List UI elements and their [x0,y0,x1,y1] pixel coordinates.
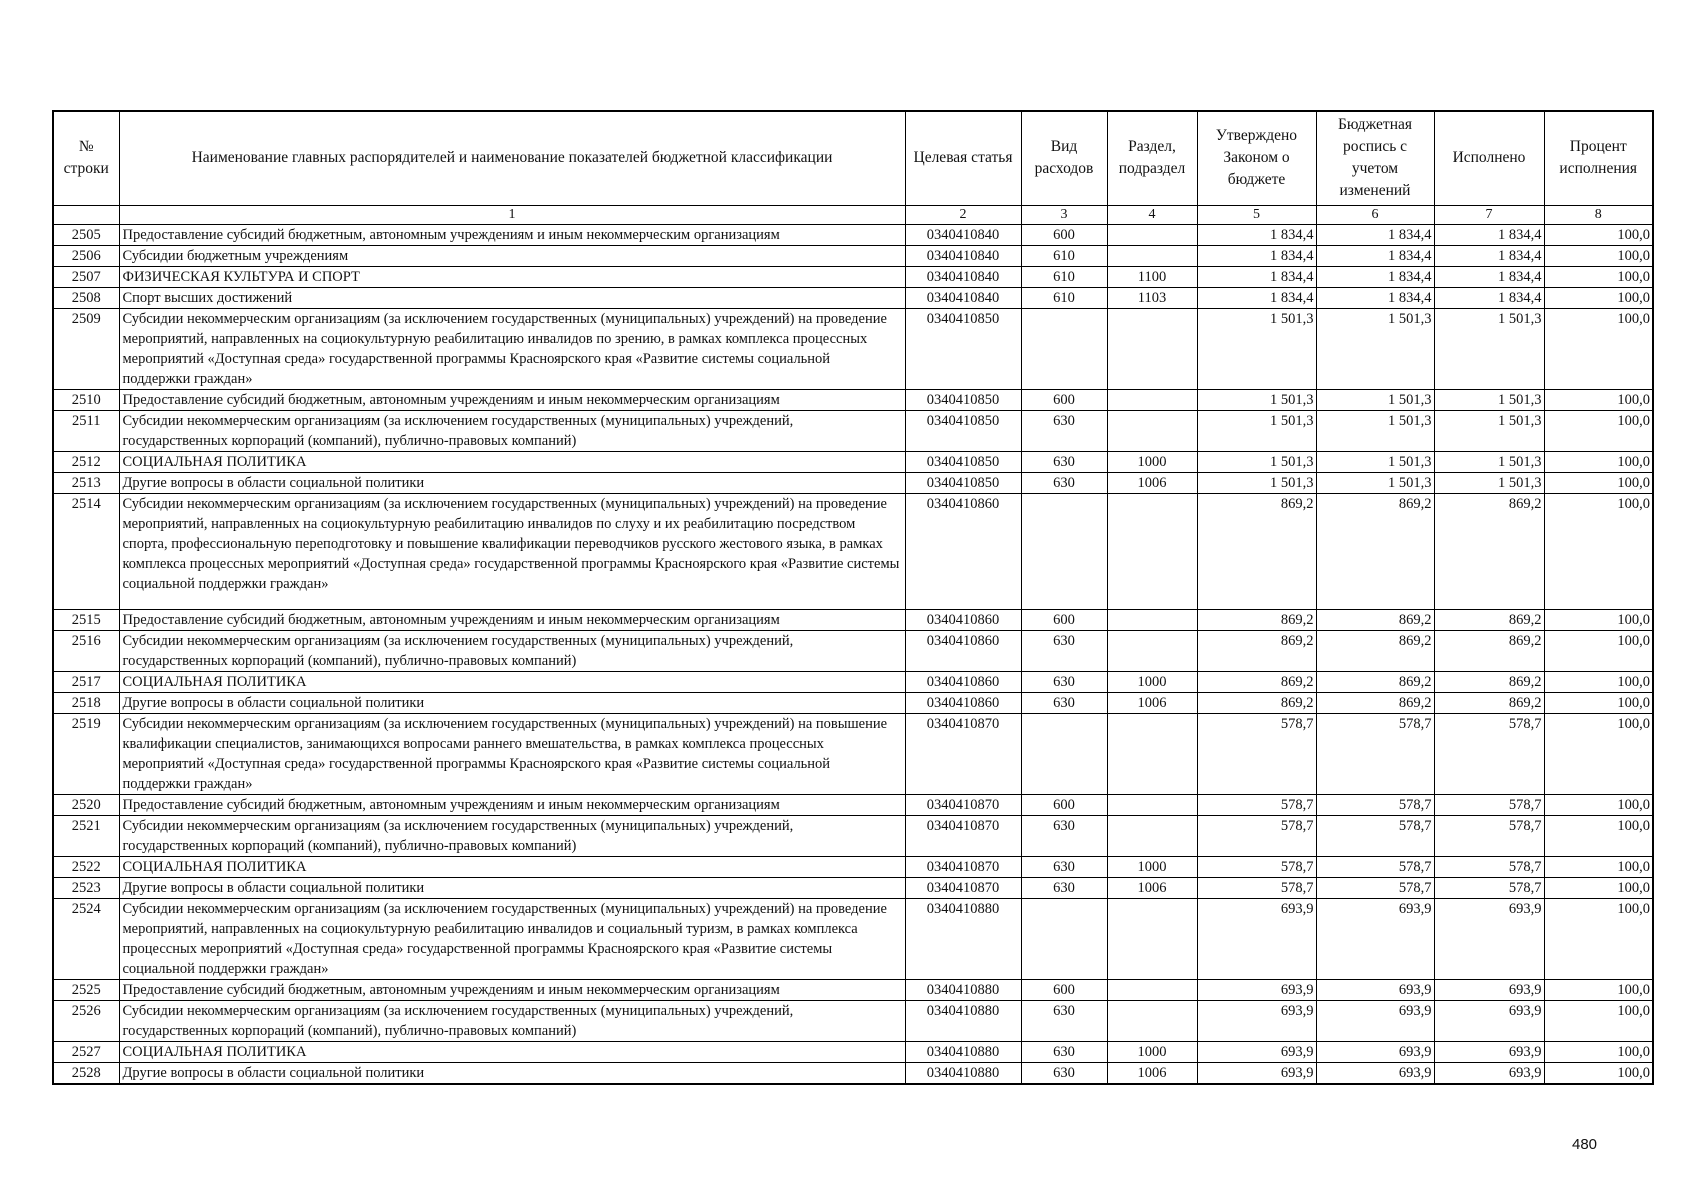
expense-type-cell: 630 [1021,451,1107,472]
row-number-cell: 2508 [53,287,119,308]
row-name-cell: Предоставление субсидий бюджетным, автономным учреждениям и иным некоммерческим организациям [119,609,905,630]
table-row [53,856,1653,877]
target-article-cell: 0340410880 [905,1041,1021,1062]
row-number-cell: 2509 [53,308,119,389]
approved-amount-cell: 869,2 [1197,692,1316,713]
target-article-cell: 0340410860 [905,609,1021,630]
executed-amount-cell: 693,9 [1434,1062,1544,1084]
percent-cell: 100,0 [1544,1041,1653,1062]
row-name-cell: Субсидии бюджетным учреждениям [119,245,905,266]
row-name-cell: Субсидии некоммерческим организациям (за исключением государственных (муниципальных) учреждений, государственных корпораций (компаний), публично-правовых компаний) [119,410,905,451]
approved-amount-cell: 693,9 [1197,898,1316,979]
executed-amount-cell: 869,2 [1434,692,1544,713]
executed-amount-cell: 693,9 [1434,1041,1544,1062]
approved-amount-cell: 869,2 [1197,493,1316,609]
expense-type-cell: 610 [1021,287,1107,308]
expense-type-cell: 600 [1021,389,1107,410]
budget-schedule-cell: 869,2 [1316,671,1434,692]
executed-amount-cell: 869,2 [1434,493,1544,609]
approved-amount-cell: 1 501,3 [1197,389,1316,410]
section-cell [1107,609,1197,630]
column-number: 1 [119,205,905,224]
budget-schedule-cell: 1 501,3 [1316,472,1434,493]
approved-amount-cell: 1 834,4 [1197,287,1316,308]
executed-amount-cell: 1 834,4 [1434,245,1544,266]
table-row [53,692,1653,713]
percent-cell: 100,0 [1544,856,1653,877]
approved-amount-cell: 1 501,3 [1197,308,1316,389]
percent-cell: 100,0 [1544,979,1653,1000]
table-row [53,287,1653,308]
table-row [53,410,1653,451]
executed-amount-cell: 693,9 [1434,1000,1544,1041]
target-article-cell: 0340410860 [905,692,1021,713]
row-number-cell: 2528 [53,1062,119,1084]
target-article-cell: 0340410870 [905,815,1021,856]
section-cell [1107,1000,1197,1041]
budget-schedule-cell: 1 834,4 [1316,266,1434,287]
section-cell: 1100 [1107,266,1197,287]
executed-amount-cell: 869,2 [1434,671,1544,692]
executed-amount-cell: 869,2 [1434,609,1544,630]
executed-amount-cell: 578,7 [1434,794,1544,815]
column-header-target-article: Целевая статья [905,111,1021,205]
row-name-cell: Предоставление субсидий бюджетным, автономным учреждениям и иным некоммерческим организациям [119,224,905,245]
budget-schedule-cell: 693,9 [1316,898,1434,979]
percent-cell: 100,0 [1544,224,1653,245]
percent-cell: 100,0 [1544,493,1653,609]
target-article-cell: 0340410860 [905,630,1021,671]
section-cell [1107,898,1197,979]
section-cell: 1000 [1107,856,1197,877]
percent-cell: 100,0 [1544,898,1653,979]
percent-cell: 100,0 [1544,713,1653,794]
expense-type-cell: 610 [1021,266,1107,287]
approved-amount-cell: 578,7 [1197,856,1316,877]
table-row [53,898,1653,979]
table-row [53,877,1653,898]
expense-type-cell: 630 [1021,630,1107,671]
percent-cell: 100,0 [1544,308,1653,389]
executed-amount-cell: 578,7 [1434,877,1544,898]
row-number-cell: 2512 [53,451,119,472]
executed-amount-cell: 1 834,4 [1434,224,1544,245]
executed-amount-cell: 1 834,4 [1434,287,1544,308]
column-header-expense-type: Вид расходов [1021,111,1107,205]
target-article-cell: 0340410850 [905,389,1021,410]
expense-type-cell: 630 [1021,815,1107,856]
row-number-cell: 2525 [53,979,119,1000]
row-name-cell: Спорт высших достижений [119,287,905,308]
column-number: 7 [1434,205,1544,224]
expense-type-cell: 630 [1021,671,1107,692]
budget-schedule-cell: 578,7 [1316,713,1434,794]
column-header-percent: Процент исполнения [1544,111,1653,205]
table-row [53,671,1653,692]
budget-schedule-cell: 1 501,3 [1316,389,1434,410]
table-row [53,815,1653,856]
approved-amount-cell: 693,9 [1197,1000,1316,1041]
target-article-cell: 0340410850 [905,472,1021,493]
budget-schedule-cell: 869,2 [1316,609,1434,630]
column-number-row [53,205,1653,224]
executed-amount-cell: 869,2 [1434,630,1544,671]
budget-schedule-cell: 578,7 [1316,856,1434,877]
approved-amount-cell: 1 501,3 [1197,451,1316,472]
row-name-cell: СОЦИАЛЬНАЯ ПОЛИТИКА [119,451,905,472]
percent-cell: 100,0 [1544,794,1653,815]
column-number: 6 [1316,205,1434,224]
row-number-cell: 2520 [53,794,119,815]
target-article-cell: 0340410850 [905,308,1021,389]
approved-amount-cell: 1 501,3 [1197,472,1316,493]
expense-type-cell: 630 [1021,1062,1107,1084]
approved-amount-cell: 693,9 [1197,1041,1316,1062]
column-header-name: Наименование главных распорядителей и наименование показателей бюджетной классификации [119,111,905,205]
approved-amount-cell: 1 501,3 [1197,410,1316,451]
row-name-cell: Субсидии некоммерческим организациям (за исключением государственных (муниципальных) учреждений, государственных корпораций (компаний), публично-правовых компаний) [119,815,905,856]
target-article-cell: 0340410880 [905,898,1021,979]
table-row [53,308,1653,389]
section-cell: 1000 [1107,451,1197,472]
row-name-cell: СОЦИАЛЬНАЯ ПОЛИТИКА [119,671,905,692]
row-name-cell: Другие вопросы в области социальной политики [119,1062,905,1084]
percent-cell: 100,0 [1544,671,1653,692]
column-header-budget-schedule: Бюджетная роспись с учетом изменений [1316,111,1434,205]
budget-schedule-cell: 869,2 [1316,493,1434,609]
expense-type-cell: 630 [1021,472,1107,493]
approved-amount-cell: 693,9 [1197,979,1316,1000]
budget-schedule-cell: 578,7 [1316,794,1434,815]
row-number-cell: 2527 [53,1041,119,1062]
header-row [53,111,1653,205]
row-name-cell: Другие вопросы в области социальной политики [119,877,905,898]
approved-amount-cell: 869,2 [1197,630,1316,671]
executed-amount-cell: 1 501,3 [1434,389,1544,410]
percent-cell: 100,0 [1544,630,1653,671]
table-row [53,1041,1653,1062]
expense-type-cell: 610 [1021,245,1107,266]
row-number-cell: 2521 [53,815,119,856]
percent-cell: 100,0 [1544,245,1653,266]
expense-type-cell: 630 [1021,1000,1107,1041]
row-name-cell: ФИЗИЧЕСКАЯ КУЛЬТУРА И СПОРТ [119,266,905,287]
target-article-cell: 0340410840 [905,224,1021,245]
table-body [53,224,1653,1084]
budget-schedule-cell: 1 501,3 [1316,451,1434,472]
budget-schedule-cell: 1 834,4 [1316,287,1434,308]
expense-type-cell: 630 [1021,410,1107,451]
table-row [53,266,1653,287]
row-number-cell: 2523 [53,877,119,898]
table-row [53,493,1653,609]
table-row [53,245,1653,266]
budget-schedule-cell: 1 834,4 [1316,245,1434,266]
target-article-cell: 0340410840 [905,245,1021,266]
section-cell [1107,713,1197,794]
expense-type-cell: 600 [1021,224,1107,245]
budget-schedule-cell: 578,7 [1316,815,1434,856]
row-number-cell: 2507 [53,266,119,287]
expense-type-cell: 600 [1021,794,1107,815]
expense-type-cell: 600 [1021,609,1107,630]
section-cell: 1000 [1107,1041,1197,1062]
table-row [53,389,1653,410]
budget-schedule-cell: 693,9 [1316,1000,1434,1041]
section-cell [1107,794,1197,815]
target-article-cell: 0340410880 [905,1000,1021,1041]
target-article-cell: 0340410870 [905,877,1021,898]
executed-amount-cell: 693,9 [1434,898,1544,979]
executed-amount-cell: 1 501,3 [1434,410,1544,451]
table-row [53,979,1653,1000]
row-name-cell: Предоставление субсидий бюджетным, автономным учреждениям и иным некоммерческим организациям [119,389,905,410]
approved-amount-cell: 1 834,4 [1197,224,1316,245]
target-article-cell: 0340410840 [905,287,1021,308]
executed-amount-cell: 1 501,3 [1434,451,1544,472]
section-cell [1107,245,1197,266]
percent-cell: 100,0 [1544,692,1653,713]
row-name-cell: СОЦИАЛЬНАЯ ПОЛИТИКА [119,1041,905,1062]
column-header-approved: Утверждено Законом о бюджете [1197,111,1316,205]
target-article-cell: 0340410880 [905,1062,1021,1084]
row-name-cell: Субсидии некоммерческим организациям (за исключением государственных (муниципальных) учреждений) на проведение мероприятий, направленных на социокультурную реабилитацию инвалидов по слуху и их реабилитацию посредством спорта, профессиональную переподготовку и повышение квалификации переводчиков русского жестового языка, в рамках комплекса процессных мероприятий «Доступная среда» государственной программы Красноярского края «Развитие системы социальной поддержки граждан» [119,493,905,609]
section-cell [1107,410,1197,451]
approved-amount-cell: 869,2 [1197,609,1316,630]
section-cell [1107,308,1197,389]
target-article-cell: 0340410840 [905,266,1021,287]
row-name-cell: Субсидии некоммерческим организациям (за исключением государственных (муниципальных) учреждений, государственных корпораций (компаний), публично-правовых компаний) [119,630,905,671]
column-number: 5 [1197,205,1316,224]
expense-type-cell: 630 [1021,856,1107,877]
row-name-cell: Другие вопросы в области социальной политики [119,692,905,713]
percent-cell: 100,0 [1544,266,1653,287]
executed-amount-cell: 578,7 [1434,713,1544,794]
column-number: 3 [1021,205,1107,224]
row-name-cell: Субсидии некоммерческим организациям (за исключением государственных (муниципальных) учреждений, государственных корпораций (компаний), публично-правовых компаний) [119,1000,905,1041]
executed-amount-cell: 578,7 [1434,856,1544,877]
expense-type-cell: 630 [1021,692,1107,713]
row-name-cell: Субсидии некоммерческим организациям (за исключением государственных (муниципальных) учреждений) на проведение мероприятий, направленных на социокультурную реабилитацию инвалидов и социальный туризм, в рамках комплекса процессных мероприятий «Доступная среда» государственной программы Красноярского края «Развитие системы социальной поддержки граждан» [119,898,905,979]
percent-cell: 100,0 [1544,877,1653,898]
column-number: 4 [1107,205,1197,224]
section-cell: 1103 [1107,287,1197,308]
row-number-cell: 2505 [53,224,119,245]
executed-amount-cell: 693,9 [1434,979,1544,1000]
row-name-cell: Предоставление субсидий бюджетным, автономным учреждениям и иным некоммерческим организациям [119,794,905,815]
percent-cell: 100,0 [1544,451,1653,472]
row-name-cell: Предоставление субсидий бюджетным, автономным учреждениям и иным некоммерческим организациям [119,979,905,1000]
budget-schedule-cell: 1 501,3 [1316,308,1434,389]
row-number-cell: 2519 [53,713,119,794]
column-number [53,205,119,224]
column-header-row-number: № строки [53,111,119,205]
row-name-cell: СОЦИАЛЬНАЯ ПОЛИТИКА [119,856,905,877]
section-cell [1107,979,1197,1000]
row-number-cell: 2524 [53,898,119,979]
budget-schedule-cell: 869,2 [1316,692,1434,713]
row-name-cell: Другие вопросы в области социальной политики [119,472,905,493]
row-name-cell: Субсидии некоммерческим организациям (за исключением государственных (муниципальных) учреждений) на проведение мероприятий, направленных на социокультурную реабилитацию инвалидов по зрению, в рамках комплекса процессных мероприятий «Доступная среда» государственной программы Красноярского края «Развитие системы социальной поддержки граждан» [119,308,905,389]
approved-amount-cell: 1 834,4 [1197,266,1316,287]
table-row [53,472,1653,493]
section-cell [1107,389,1197,410]
table-row [53,713,1653,794]
table-row [53,609,1653,630]
expense-type-cell [1021,308,1107,389]
approved-amount-cell: 578,7 [1197,713,1316,794]
section-cell [1107,224,1197,245]
column-header-section: Раздел, подраздел [1107,111,1197,205]
column-number: 2 [905,205,1021,224]
row-number-cell: 2511 [53,410,119,451]
section-cell: 1006 [1107,472,1197,493]
approved-amount-cell: 578,7 [1197,794,1316,815]
table-row [53,1000,1653,1041]
expense-type-cell: 630 [1021,877,1107,898]
table-row [53,451,1653,472]
row-number-cell: 2515 [53,609,119,630]
budget-schedule-cell: 693,9 [1316,1041,1434,1062]
approved-amount-cell: 1 834,4 [1197,245,1316,266]
section-cell: 1006 [1107,877,1197,898]
table-row [53,1062,1653,1084]
percent-cell: 100,0 [1544,287,1653,308]
budget-schedule-cell: 693,9 [1316,1062,1434,1084]
row-number-cell: 2517 [53,671,119,692]
section-cell: 1006 [1107,1062,1197,1084]
expense-type-cell [1021,713,1107,794]
expense-type-cell [1021,493,1107,609]
target-article-cell: 0340410870 [905,713,1021,794]
row-name-cell: Субсидии некоммерческим организациям (за исключением государственных (муниципальных) учреждений) на повышение квалификации специалистов, занимающихся вопросами раннего вмешательства, в рамках комплекса процессных мероприятий «Доступная среда» государственной программы Красноярского края «Развитие системы социальной поддержки граждан» [119,713,905,794]
approved-amount-cell: 869,2 [1197,671,1316,692]
table-row [53,630,1653,671]
budget-schedule-cell: 578,7 [1316,877,1434,898]
target-article-cell: 0340410870 [905,856,1021,877]
budget-execution-table [52,110,1654,1085]
percent-cell: 100,0 [1544,410,1653,451]
target-article-cell: 0340410850 [905,451,1021,472]
budget-schedule-cell: 1 501,3 [1316,410,1434,451]
percent-cell: 100,0 [1544,389,1653,410]
section-cell: 1006 [1107,692,1197,713]
percent-cell: 100,0 [1544,472,1653,493]
percent-cell: 100,0 [1544,815,1653,856]
executed-amount-cell: 1 501,3 [1434,308,1544,389]
expense-type-cell: 630 [1021,1041,1107,1062]
column-number: 8 [1544,205,1653,224]
page-number: 480 [1572,1136,1598,1153]
row-number-cell: 2513 [53,472,119,493]
target-article-cell: 0340410850 [905,410,1021,451]
executed-amount-cell: 1 501,3 [1434,472,1544,493]
approved-amount-cell: 693,9 [1197,1062,1316,1084]
percent-cell: 100,0 [1544,609,1653,630]
row-number-cell: 2506 [53,245,119,266]
budget-table-container [52,110,1652,1085]
row-number-cell: 2522 [53,856,119,877]
budget-schedule-cell: 693,9 [1316,979,1434,1000]
target-article-cell: 0340410860 [905,493,1021,609]
approved-amount-cell: 578,7 [1197,877,1316,898]
section-cell [1107,630,1197,671]
section-cell [1107,493,1197,609]
column-header-executed: Исполнено [1434,111,1544,205]
executed-amount-cell: 578,7 [1434,815,1544,856]
row-number-cell: 2518 [53,692,119,713]
row-number-cell: 2526 [53,1000,119,1041]
table-row [53,224,1653,245]
budget-schedule-cell: 869,2 [1316,630,1434,671]
row-number-cell: 2514 [53,493,119,609]
table-row [53,794,1653,815]
target-article-cell: 0340410860 [905,671,1021,692]
expense-type-cell: 600 [1021,979,1107,1000]
budget-schedule-cell: 1 834,4 [1316,224,1434,245]
target-article-cell: 0340410870 [905,794,1021,815]
target-article-cell: 0340410880 [905,979,1021,1000]
expense-type-cell [1021,898,1107,979]
section-cell: 1000 [1107,671,1197,692]
section-cell [1107,815,1197,856]
row-number-cell: 2510 [53,389,119,410]
approved-amount-cell: 578,7 [1197,815,1316,856]
executed-amount-cell: 1 834,4 [1434,266,1544,287]
row-number-cell: 2516 [53,630,119,671]
percent-cell: 100,0 [1544,1000,1653,1041]
percent-cell: 100,0 [1544,1062,1653,1084]
